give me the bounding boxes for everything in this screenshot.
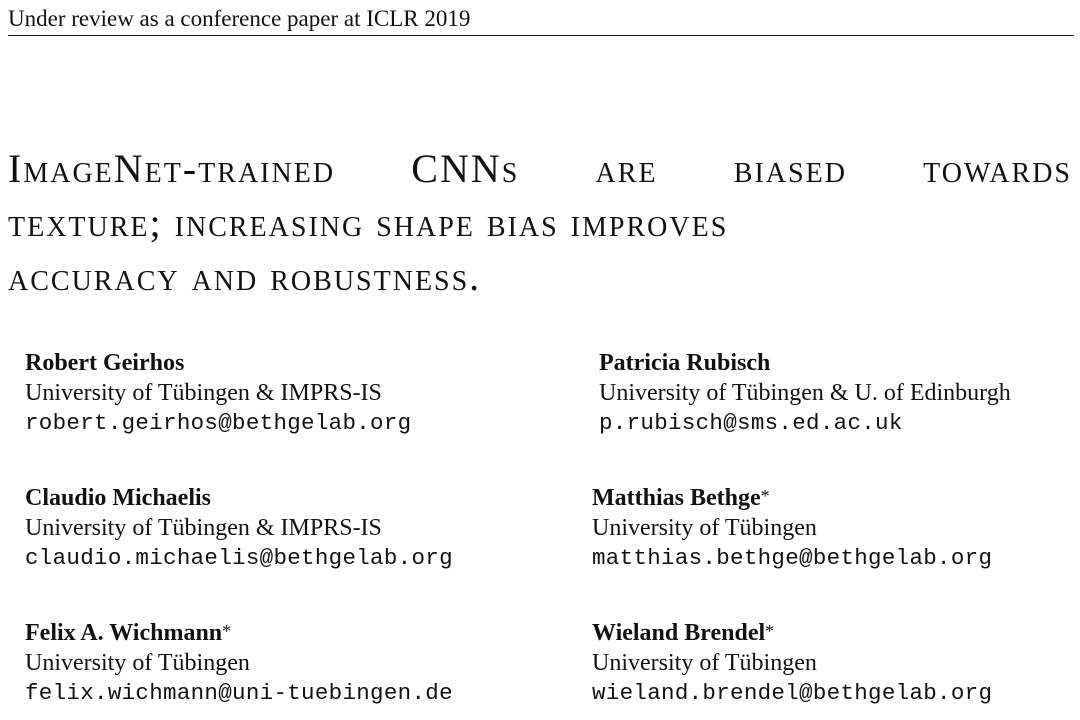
author-affiliation: University of Tübingen & U. of Edinburgh [599, 380, 1011, 406]
author-block [592, 618, 992, 708]
author-email[interactable]: claudio.michaelis@bethgelab.org [25, 545, 453, 571]
author-affiliation: University of Tübingen & IMPRS-IS [25, 515, 382, 541]
author-name: Matthias Bethge* [592, 485, 770, 511]
author-name: Felix A. Wichmann* [25, 620, 232, 646]
running-header [8, 2, 1074, 36]
author-block [25, 348, 411, 438]
author-email[interactable]: p.rubisch@sms.ed.ac.uk [599, 410, 903, 436]
title-line-2: texture; increasing shape bias improves [8, 200, 729, 245]
author-name: Robert Geirhos [25, 350, 185, 376]
author-email[interactable]: felix.wichmann@uni-tuebingen.de [25, 680, 453, 706]
author-affiliation: University of Tübingen & IMPRS-IS [25, 380, 382, 406]
author-name: Claudio Michaelis [25, 485, 212, 511]
author-block [25, 618, 453, 708]
author-name: Patricia Rubisch [599, 350, 771, 376]
title-line-1: ImageNet-trained CNNs are biased towards [8, 146, 1072, 191]
author-email[interactable]: matthias.bethge@bethgelab.org [592, 545, 993, 571]
author-block [25, 483, 453, 573]
paper-title [8, 142, 1072, 304]
author-affiliation: University of Tübingen [592, 515, 817, 541]
title-line-3: accuracy and robustness. [8, 254, 482, 299]
running-header-text: Under review as a conference paper at ICLR 2019 [8, 6, 471, 31]
author-affiliation: University of Tübingen [25, 650, 250, 676]
author-affiliation: University of Tübingen [592, 650, 817, 676]
author-email[interactable]: wieland.brendel@bethgelab.org [592, 680, 993, 706]
author-name: Wieland Brendel* [592, 620, 775, 646]
author-block [599, 348, 1011, 438]
author-email[interactable]: robert.geirhos@bethgelab.org [25, 410, 412, 436]
author-block [592, 483, 992, 573]
